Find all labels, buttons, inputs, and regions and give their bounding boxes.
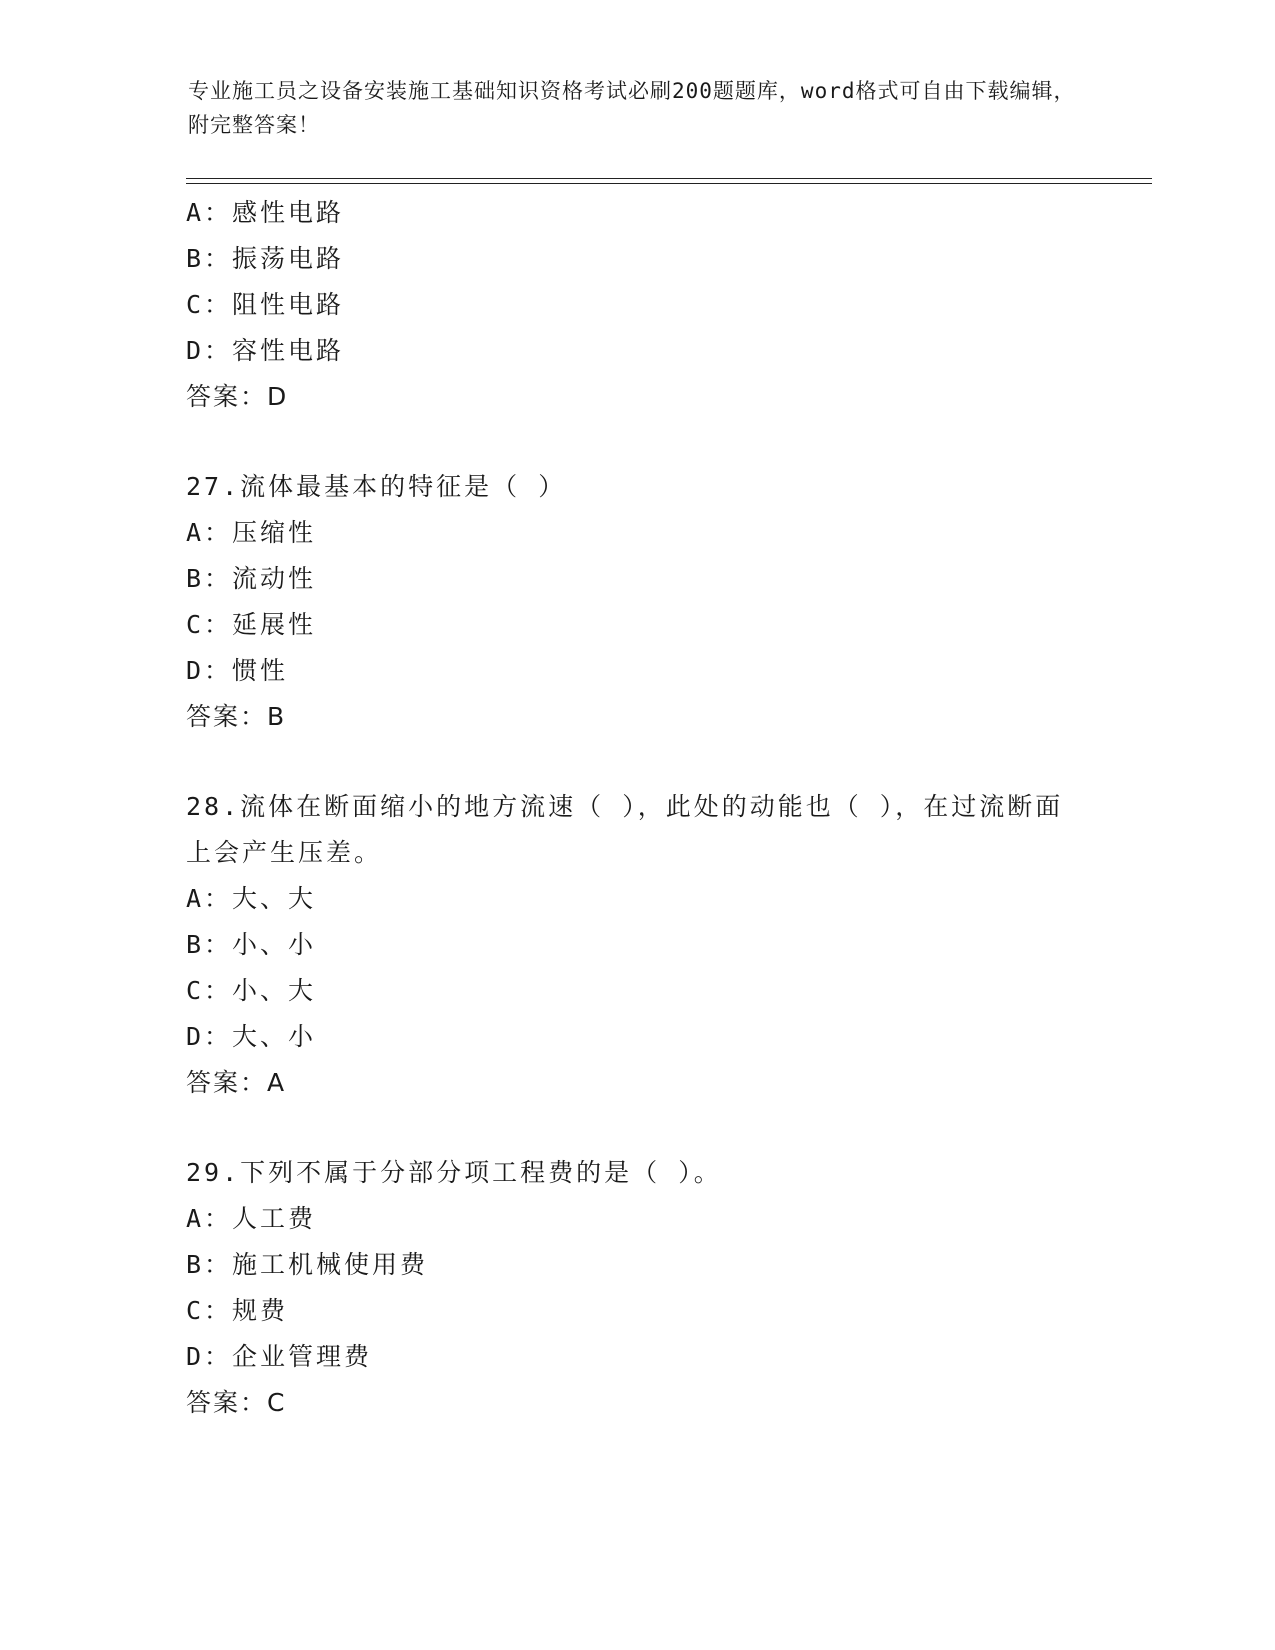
option-a: A：感性电路 bbox=[186, 198, 345, 227]
question-block-28 bbox=[186, 784, 1086, 1106]
header-rule-bottom bbox=[186, 183, 1152, 184]
answer-line: 答案：A bbox=[186, 1068, 287, 1097]
question-list bbox=[186, 190, 1086, 1426]
option-b: B：施工机械使用费 bbox=[186, 1250, 429, 1279]
document-header: 专业施工员之设备安装施工基础知识资格考试必刷200题题库，word格式可自由下载编辑，附完整答案！ bbox=[188, 79, 1076, 137]
option-d: D：大、小 bbox=[186, 1022, 317, 1051]
option-a: A：人工费 bbox=[186, 1204, 317, 1233]
option-d: D：企业管理费 bbox=[186, 1342, 373, 1371]
question-block-27 bbox=[186, 464, 1086, 740]
question-block-29 bbox=[186, 1150, 1086, 1426]
header-rule-top bbox=[186, 178, 1152, 179]
option-c: C：延展性 bbox=[186, 610, 317, 639]
option-c: C：阻性电路 bbox=[186, 290, 345, 319]
question-block-26 bbox=[186, 190, 1086, 420]
option-a: A：压缩性 bbox=[186, 518, 317, 547]
answer-line: 答案：D bbox=[186, 382, 289, 411]
option-d: D：惯性 bbox=[186, 656, 289, 685]
option-b: B：振荡电路 bbox=[186, 244, 345, 273]
question-text: 29.下列不属于分部分项工程费的是（ ）。 bbox=[186, 1158, 722, 1187]
option-a: A：大、大 bbox=[186, 884, 317, 913]
option-b: B：小、小 bbox=[186, 930, 317, 959]
option-b: B：流动性 bbox=[186, 564, 317, 593]
option-d: D：容性电路 bbox=[186, 336, 345, 365]
question-text: 28.流体在断面缩小的地方流速（ ），此处的动能也（ ），在过流断面上会产生压差。 bbox=[186, 792, 1064, 867]
option-c: C：小、大 bbox=[186, 976, 317, 1005]
question-text: 27.流体最基本的特征是（ ） bbox=[186, 472, 567, 501]
answer-line: 答案：C bbox=[186, 1388, 287, 1417]
answer-line: 答案：B bbox=[186, 702, 287, 731]
option-c: C：规费 bbox=[186, 1296, 289, 1325]
